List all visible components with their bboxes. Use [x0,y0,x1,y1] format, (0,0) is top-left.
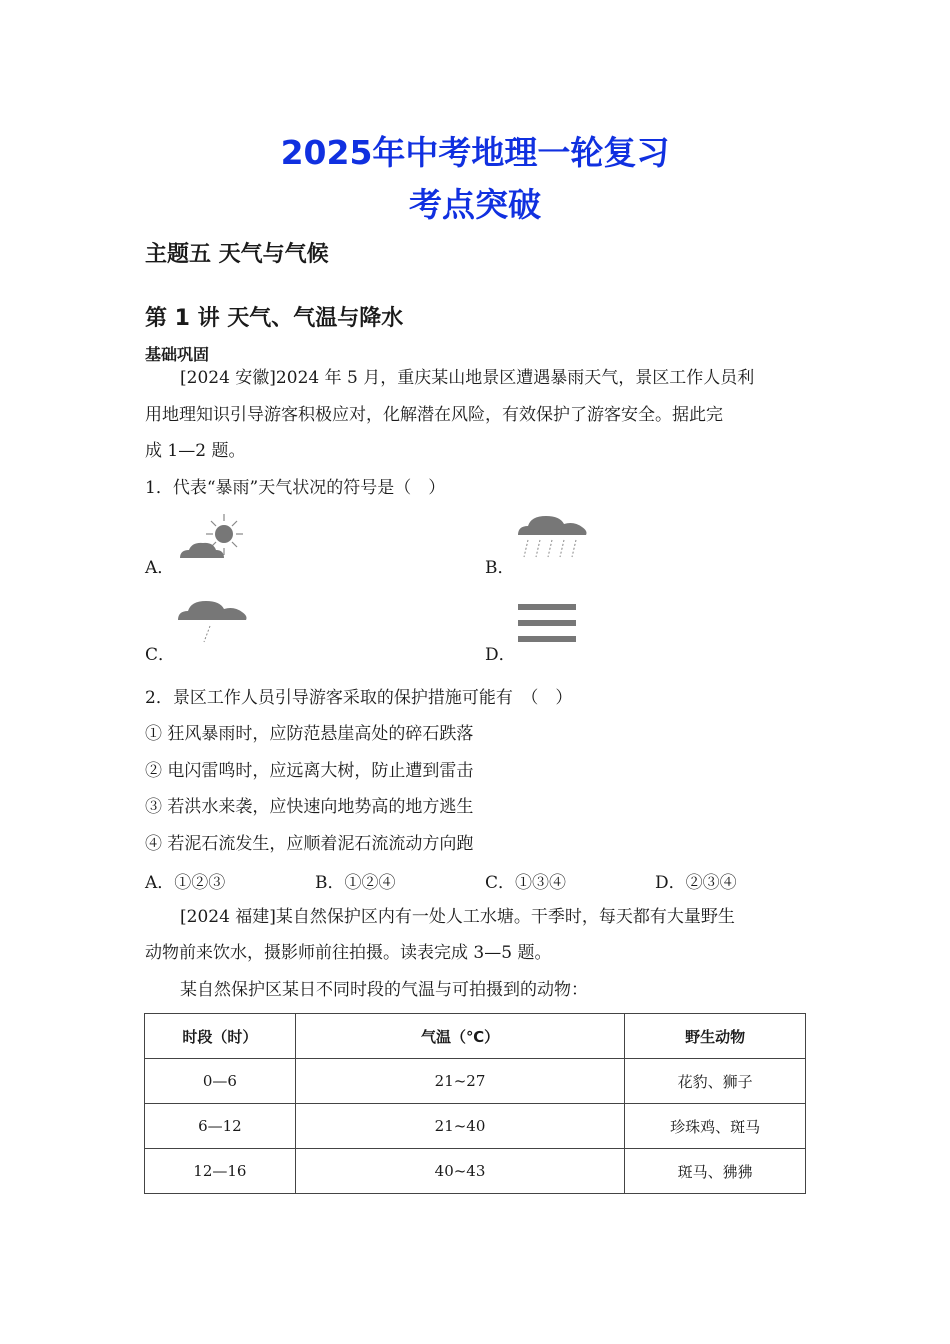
cell-animals: 花豹、狮子 [625,1059,806,1104]
table-caption: 某自然保护区某日不同时段的气温与可拍摄到的动物： [180,980,588,1000]
table-row [145,1059,806,1104]
table-row [145,1104,806,1149]
passage1-line2: 用地理知识引导游客积极应对，化解潜在风险，有效保护了游客安全。据此完 [145,405,723,425]
theme-heading: 主题五 天气与气候 [145,242,329,267]
doc-title-line1: 2025年中考地理一轮复习 [280,133,670,172]
q1-option-d[interactable]: D． [485,645,516,665]
cell-temperature: 40~43 [295,1149,624,1194]
header-animals: 野生动物 [625,1014,806,1059]
partly-cloudy-icon [176,512,252,562]
q1-option-c[interactable]: C． [145,645,176,665]
passage2-line2: 动物前来饮水，摄影师前往拍摄。读表完成 3—5 题。 [145,943,552,963]
table-row [145,1149,806,1194]
cell-period: 12—16 [145,1149,296,1194]
header-period: 时段（时） [145,1014,296,1059]
cell-period: 0—6 [145,1059,296,1104]
data-table [144,1013,806,1194]
cell-animals: 斑马、狒狒 [625,1149,806,1194]
passage2-line1: [2024 福建]某自然保护区内有一处人工水塘。干季时，每天都有大量野生 [180,907,735,927]
passage1-line3: 成 1—2 题。 [145,441,246,461]
q2-choice-c[interactable]: C．①③④ [485,873,567,893]
q2-item-3: ③ 若洪水来袭，应快速向地势高的地方逃生 [145,797,474,817]
light-rain-icon [176,598,250,644]
cell-period: 6—12 [145,1104,296,1149]
q2-choice-d[interactable]: D．②③④ [655,873,737,893]
q2-choice-a[interactable]: A．①②③ [145,873,226,893]
q1-stem: 1．代表“暴雨”天气状况的符号是（ ） [145,478,446,498]
q1-option-a[interactable]: A． [145,558,175,578]
rainstorm-icon [516,513,590,561]
section-heading: 基础巩固 [145,345,210,364]
q2-stem: 2．景区工作人员引导游客采取的保护措施可能有 （ ） [145,688,573,708]
q2-choice-b[interactable]: B．①②④ [315,873,396,893]
cell-animals: 珍珠鸡、斑马 [625,1104,806,1149]
fog-icon [518,602,578,644]
q1-option-b[interactable]: B． [485,558,515,578]
header-temperature: 气温（℃） [295,1014,624,1059]
q2-item-1: ① 狂风暴雨时，应防范悬崖高处的碎石跌落 [145,724,474,744]
doc-title-line2: 考点突破 [409,185,541,224]
table-header-row [145,1014,806,1059]
lesson-heading: 第 1 讲 天气、气温与降水 [145,306,404,331]
q2-item-2: ② 电闪雷鸣时，应远离大树，防止遭到雷击 [145,761,474,781]
cell-temperature: 21~40 [295,1104,624,1149]
cell-temperature: 21~27 [295,1059,624,1104]
q2-item-4: ④ 若泥石流发生，应顺着泥石流流动方向跑 [145,834,474,854]
passage1-line1: [2024 安徽]2024 年 5 月，重庆某山地景区遭遇暴雨天气，景区工作人员利 [180,368,755,388]
